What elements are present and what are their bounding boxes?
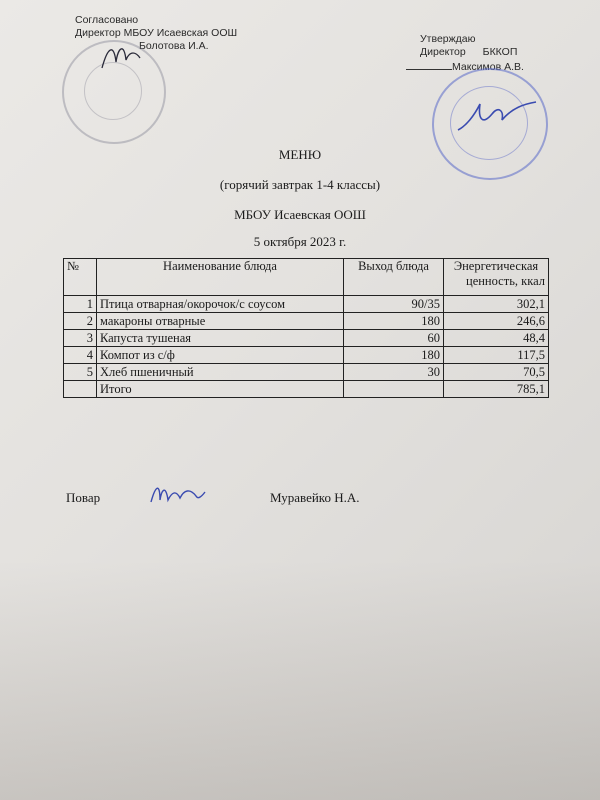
right-signature	[452, 96, 542, 140]
row-num: 5	[64, 364, 97, 381]
row-kcal: 117,5	[444, 347, 549, 364]
cook-signature	[148, 480, 208, 510]
total-label: Итого	[97, 381, 344, 398]
header-name: Наименование блюда	[97, 259, 344, 296]
row-kcal: 246,6	[444, 313, 549, 330]
menu-table	[63, 258, 549, 398]
table-row	[64, 296, 549, 313]
table-header-row	[64, 259, 549, 296]
approval-right-org: БККОП	[482, 46, 518, 58]
table-row	[64, 364, 549, 381]
row-kcal: 48,4	[444, 330, 549, 347]
header-kcal-line1: Энергетическая	[453, 259, 539, 273]
footer-name: Муравейко Н.А.	[270, 490, 360, 505]
approval-left-position: Директор МБОУ Исаевская ООШ	[75, 27, 238, 39]
approval-left-name: Болотова И.А.	[139, 40, 209, 52]
row-output: 90/35	[344, 296, 444, 313]
approval-right-name: Максимов А.В.	[452, 61, 524, 73]
approval-left-title: Согласовано	[75, 14, 139, 26]
header-output: Выход блюда	[344, 259, 444, 296]
table-row	[64, 347, 549, 364]
row-output: 30	[344, 364, 444, 381]
left-signature	[98, 38, 144, 78]
row-num: 1	[64, 296, 97, 313]
paper-shadow	[0, 560, 600, 800]
row-kcal: 70,5	[444, 364, 549, 381]
signature-line	[406, 59, 452, 70]
row-output: 180	[344, 313, 444, 330]
table-row	[64, 313, 549, 330]
table-total-row	[64, 381, 549, 398]
row-dish: макароны отварные	[97, 313, 344, 330]
row-num: 2	[64, 313, 97, 330]
row-kcal: 302,1	[444, 296, 549, 313]
row-dish: Птица отварная/окорочок/с соусом	[97, 296, 344, 313]
total-output-empty	[344, 381, 444, 398]
row-dish: Капуста тушеная	[97, 330, 344, 347]
approval-right-title: Утверждаю	[420, 33, 476, 45]
total-num-empty	[64, 381, 97, 398]
row-num: 4	[64, 347, 97, 364]
document-subtitle: (горячий завтрак 1-4 классы)	[219, 177, 381, 192]
row-num: 3	[64, 330, 97, 347]
document-title: МЕНЮ	[278, 147, 322, 162]
header-num: №	[64, 259, 97, 296]
total-kcal: 785,1	[444, 381, 549, 398]
approval-right-position: Директор	[420, 46, 466, 58]
approval-right	[420, 33, 524, 74]
table-row	[64, 330, 549, 347]
row-dish: Компот из с/ф	[97, 347, 344, 364]
row-output: 180	[344, 347, 444, 364]
header-kcal	[444, 259, 549, 296]
school-name: МБОУ Исаевская ООШ	[234, 207, 366, 222]
footer-role: Повар	[66, 490, 101, 505]
row-output: 60	[344, 330, 444, 347]
header-kcal-line2: ценность, ккал	[466, 274, 545, 288]
document-date: 5 октября 2023 г.	[253, 234, 347, 249]
row-dish: Хлеб пшеничный	[97, 364, 344, 381]
